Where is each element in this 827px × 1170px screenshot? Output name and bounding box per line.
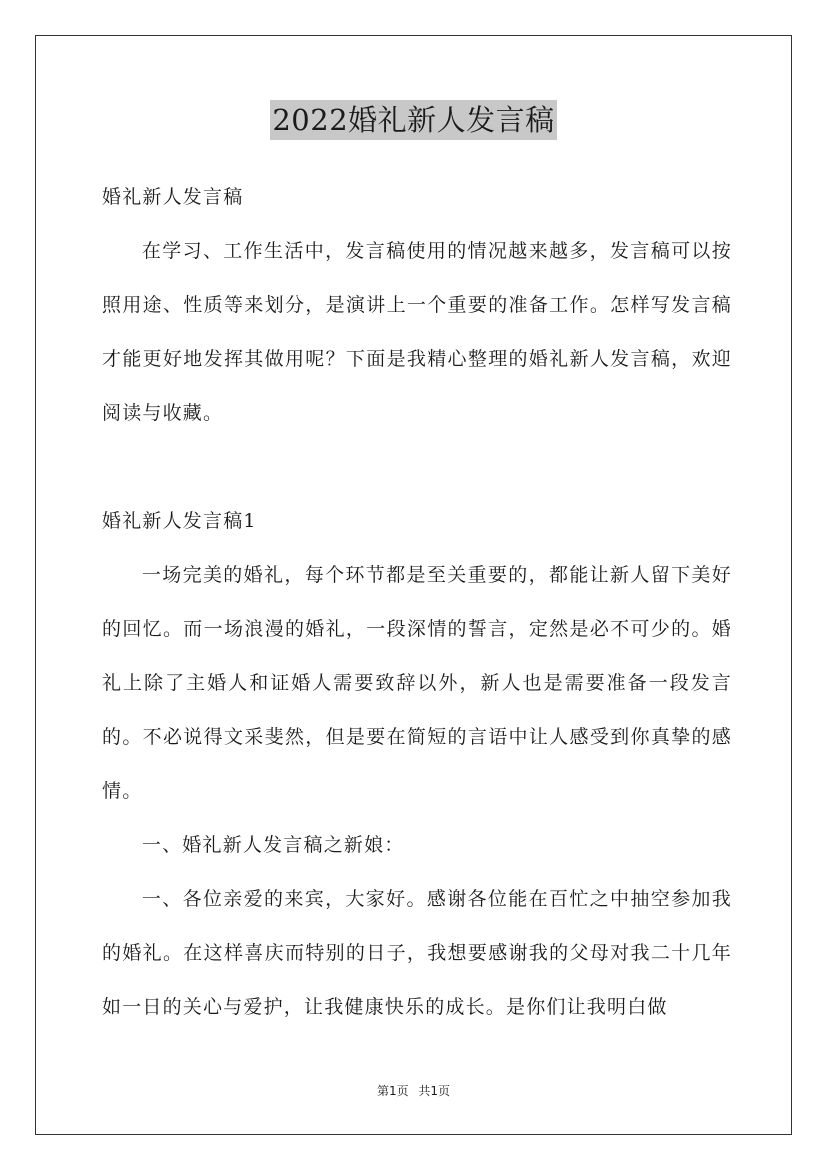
body-paragraph-3: 一、各位亲爱的来宾，大家好。感谢各位能在百忙之中抽空参加我的婚礼。在这样喜庆而特别的日子，我想要感谢我的父母对我二十几年如一日的关心与爱护，让我健康快乐的成长。是你们让我明白做: [102, 888, 732, 1018]
section-heading: 婚礼新人发言稿: [102, 186, 244, 208]
section-heading-1: 婚礼新人发言稿1: [102, 510, 257, 532]
body-paragraph-1: 一场完美的婚礼，每个环节都是至关重要的，都能让新人留下美好的回忆。而一场浪漫的婚礼，一段深情的誓言，定然是必不可少的。婚礼上除了主婚人和证婚人需要致辞以外，新人也是需要准备一段发言的。不必说得文采斐然，但是要在简短的言语中让人感受到你真挚的感情。: [102, 564, 732, 802]
page-number: 第1页: [376, 1084, 409, 1098]
document-title: 2022婚礼新人发言稿: [270, 100, 556, 140]
intro-paragraph: 在学习、工作生活中，发言稿使用的情况越来越多，发言稿可以按照用途、性质等来划分，是演讲上一个重要的准备工作。怎样写发言稿才能更好地发挥其做用呢？下面是我精心整理的婚礼新人发言稿，欢迎阅读与收藏。: [102, 240, 732, 424]
body-paragraph-2: 一、婚礼新人发言稿之新娘：: [141, 834, 405, 856]
document-body: [102, 170, 732, 1034]
title-container: [0, 100, 827, 140]
spacer: [102, 440, 732, 494]
page-footer: [0, 1083, 827, 1099]
page-total: 共1页: [418, 1084, 451, 1098]
